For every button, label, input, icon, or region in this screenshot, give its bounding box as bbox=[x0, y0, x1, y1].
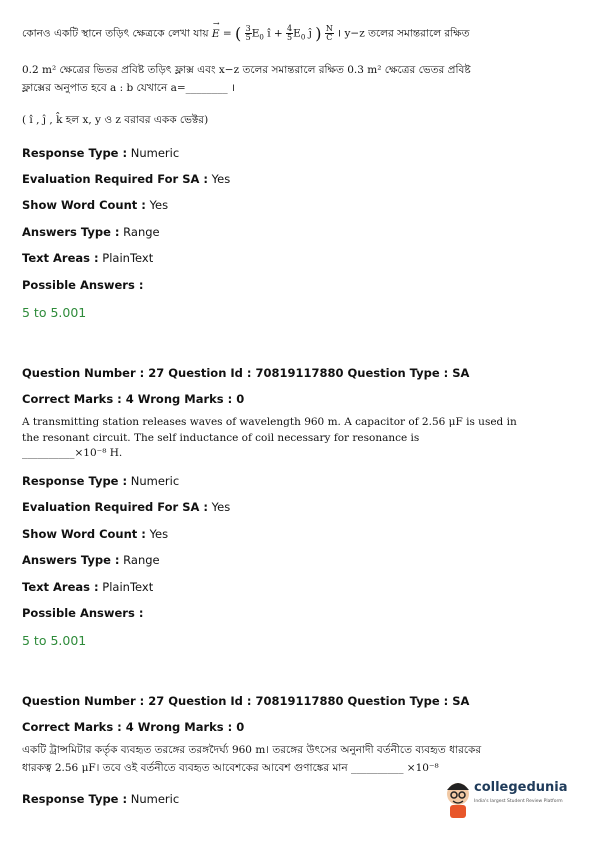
question-line-3: __________×10⁻⁸ H. bbox=[22, 447, 123, 459]
fraction-3-5: $\frac{3}{5}$ bbox=[245, 24, 251, 43]
word-count-row: Show Word Count : Yes bbox=[22, 198, 169, 212]
fraction-4-5: $\frac{4}{5}$ bbox=[287, 24, 293, 43]
response-type-row: Response Type : Numeric bbox=[22, 146, 180, 160]
question-marks: Correct Marks : 4 Wrong Marks : 0 bbox=[22, 720, 245, 734]
possible-answer-value: 5 to 5.001 bbox=[22, 633, 87, 648]
vector-e: → E bbox=[211, 18, 220, 40]
mascot-icon bbox=[444, 776, 474, 820]
question-line-3: ফ্লাক্সের অনুপাত হবে a : b যেখানে a=________ । bbox=[22, 82, 235, 94]
question-line-2: 0.2 m² ক্ষেত্রের ভিতর প্রবিষ্ট তড়িৎ ফ্লাক্স এবং x−z তলের সমান্তরালে রক্ষিত 0.3 m² ক্ষেত্রের ভেতর প্রবিষ্ট bbox=[22, 64, 471, 76]
line1-start: কোনও একটি স্থানে তড়িৎ ক্ষেত্রকে লেখা যায় bbox=[22, 27, 212, 40]
logo-name: collegedunia bbox=[474, 780, 568, 795]
response-type-row: Response Type : Numeric bbox=[22, 474, 180, 488]
question-line-4: ( î , ĵ , k̂ হল x, y ও z বরাবর একক ভেক্টর) bbox=[22, 114, 209, 126]
question-line-1: একটি ট্রান্সমিটার কর্তৃক ব্যবহৃত তরঙ্গের তরঙ্গদৈর্ঘ্য 960 m। তরঙ্গের উৎসের অনুনাদী বর্তনীতে ব্যবহৃত ধারকের bbox=[22, 744, 482, 756]
word-count-row: Show Word Count : Yes bbox=[22, 527, 169, 541]
evaluation-row: Evaluation Required For SA : Yes bbox=[22, 172, 231, 186]
collegedunia-logo bbox=[444, 776, 568, 820]
question-header: Question Number : 27 Question Id : 70819117880 Question Type : SA bbox=[22, 366, 470, 380]
unit-n-per-c: $\frac{N}{C}$ bbox=[325, 24, 333, 43]
question-header: Question Number : 27 Question Id : 70819117880 Question Type : SA bbox=[22, 694, 470, 708]
answers-type-row: Answers Type : Range bbox=[22, 553, 160, 567]
possible-answers-label: Possible Answers : bbox=[22, 278, 144, 292]
question-line-2: ধারকত্ব 2.56 μF। তবে ওই বর্তনীতে ব্যবহৃত আবেশকের আবেশ গুণাঙ্কের মান __________ ×10⁻⁸ bbox=[22, 762, 439, 774]
question-line-2: the resonant circuit. The self inductance of coil necessary for resonance is bbox=[22, 432, 420, 444]
possible-answer-value: 5 to 5.001 bbox=[22, 305, 87, 320]
question-line-1: কোনও একটি স্থানে তড়িৎ ক্ষেত্রকে লেখা যায় → E = ( $\frac{3}{5}$ $E_0$ î + $\frac{4}{5}$ $E_0$ ĵ ) $\frac{N}{C}$ । y−z তলের সমান্তরালে রক্ষিত bbox=[22, 18, 470, 43]
logo-tagline: India's largest Student Review Platform bbox=[474, 799, 563, 804]
line1-end: । y−z তলের সমান্তরালে রক্ষিত bbox=[337, 27, 470, 40]
text-areas-row: Text Areas : PlainText bbox=[22, 580, 154, 594]
question-marks: Correct Marks : 4 Wrong Marks : 0 bbox=[22, 392, 245, 406]
text-areas-row: Text Areas : PlainText bbox=[22, 251, 154, 265]
answers-type-row: Answers Type : Range bbox=[22, 225, 160, 239]
evaluation-row: Evaluation Required For SA : Yes bbox=[22, 500, 231, 514]
question-line-1: A transmitting station releases waves of wavelength 960 m. A capacitor of 2.56 μF is used in bbox=[22, 416, 517, 428]
response-type-row: Response Type : Numeric bbox=[22, 792, 180, 806]
possible-answers-label: Possible Answers : bbox=[22, 606, 144, 620]
